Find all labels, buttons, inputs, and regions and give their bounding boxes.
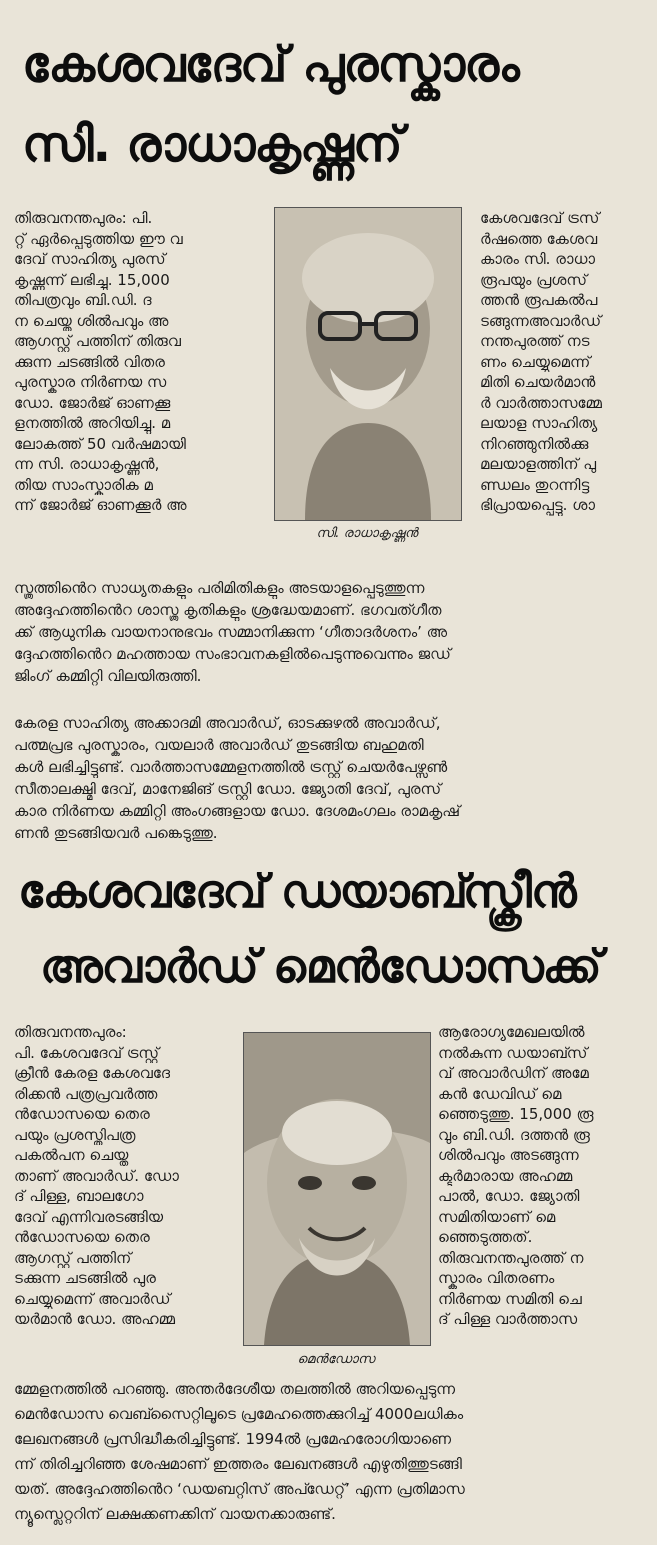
text-line: ന്യൂസ്ലെറ്ററിന് ലക്ഷക്കണക്കിന് വായനക്കാരുണ്ട്. bbox=[14, 1505, 336, 1523]
text-line: അദ്ദേഹത്തിൻെറ ശാസ്ത്ര കൃതികളും ശ്രദ്ധേയമാണ്. ഭഗവത്ഗീത bbox=[14, 601, 442, 619]
article1-headline-line1: കേശവദേവ് പുരസ്കാരം bbox=[22, 36, 519, 93]
article2-paragraph-1 bbox=[14, 1377, 644, 1527]
text-line: ആഗസ്റ്റ് പത്തിന് bbox=[14, 1248, 132, 1267]
text-line: ജിംഗ് കമ്മിറ്റി വിലയിരുത്തി. bbox=[14, 667, 202, 685]
text-line: പുരസ്കാര നിർണയ സ bbox=[14, 373, 167, 391]
text-line: കേശവദേവ് ട്രസ് bbox=[480, 209, 600, 227]
article2-photo-caption: മെൻഡോസ bbox=[297, 1352, 375, 1367]
text-line: ർ വാർത്താസമ്മേ bbox=[480, 393, 602, 412]
text-line: കാര നിർണയ കമ്മിറ്റി അംഗങ്ങളായ ഡോ. ദേശമംഗലം രാമകൃഷ് bbox=[14, 802, 461, 820]
text-line: ഭിപ്രായപ്പെട്ടു. ശാ bbox=[480, 496, 595, 514]
text-line: ദേവ് എന്നിവരടങ്ങിയ bbox=[14, 1207, 164, 1226]
text-line: യത്. അദ്ദേഹത്തിൻെറ ‘ഡയബറ്റിസ് അപ്ഡേറ്റ്’ എന്ന പ്രതിമാസ bbox=[14, 1480, 465, 1498]
text-line: തിയ സാംസ്കാരിക മ bbox=[14, 475, 153, 494]
text-line: മെൻഡോസ വെബ്സൈറ്റിലൂടെ പ്രമേഹത്തെക്കുറിച്ച് 4000ലധികം bbox=[14, 1405, 464, 1423]
text-line: ടക്കുന്ന ചടങ്ങിൽ പുര bbox=[14, 1269, 156, 1287]
text-line: തിരുവനന്തപുരം: bbox=[14, 1023, 127, 1041]
article2-headline-line2: അവാർഡ് മെൻഡോസക്ക് bbox=[40, 939, 601, 993]
text-line: ഞ്ഞെടുത്തു. 15,000 രൂ bbox=[438, 1105, 594, 1123]
text-line: ണൻ തുടങ്ങിയവർ പങ്കെടുത്തു. bbox=[14, 824, 218, 842]
text-line: നിർണയ സമിതി ചെ bbox=[438, 1289, 582, 1308]
text-line: ൻഡോസയെ തെര bbox=[14, 1228, 150, 1246]
text-line: പാൽ, ഡോ. ജ്യോതി bbox=[438, 1187, 580, 1205]
article1-paragraph-1 bbox=[14, 577, 644, 687]
article1-right-column bbox=[480, 208, 650, 516]
text-line: പയും പ്രശസ്തിപത്ര bbox=[14, 1125, 136, 1144]
article1-photo bbox=[274, 207, 462, 521]
text-line: ശിൽപവും അടങ്ങുന്ന bbox=[438, 1146, 579, 1164]
text-line: കൻ ഡേവിഡ് മെ bbox=[438, 1084, 562, 1103]
text-line: ന ചെയ്ത ശിൽപവും അ bbox=[14, 311, 169, 330]
text-line: ണം ചെയ്യുമെന്ന് bbox=[480, 352, 591, 371]
text-line: കൃഷ്ണന്ന് ലഭിച്ചു. 15,000 bbox=[14, 270, 170, 289]
text-line: ദ് പിള്ള വാർത്താസ bbox=[438, 1310, 578, 1328]
portrait-mendoza-icon bbox=[244, 1033, 430, 1345]
text-line: രൂപയും പ്രശസ് bbox=[480, 270, 587, 289]
text-line: ലയാള സാഹിത്യ bbox=[480, 414, 598, 432]
text-line: ൻഡോസയെ തെര bbox=[14, 1105, 150, 1123]
text-line: നിറഞ്ഞുനിൽക്കു bbox=[480, 434, 589, 453]
text-line: മലയാളത്തിന് പു bbox=[480, 455, 597, 473]
text-line: ക്ടർമാരായ അഹമ്മ bbox=[438, 1166, 573, 1185]
article1-headline-line2: സി. രാധാകൃഷ്ണന് bbox=[22, 116, 402, 173]
article1-photo-caption: സി. രാധാകൃഷ്ണൻ bbox=[316, 526, 418, 541]
text-line: വും ബി.ഡി. ദത്തൻ രൂ bbox=[438, 1125, 590, 1144]
text-line: സ്കാരം വിതരണം bbox=[438, 1269, 555, 1287]
text-line: ദേവ് സാഹിത്യ പുരസ് bbox=[14, 250, 166, 268]
article2-right-column bbox=[438, 1022, 650, 1330]
text-line: സമിതിയാണ് മെ bbox=[438, 1207, 556, 1226]
text-line: ദ്ദേഹത്തിൻെറ മഹത്തായ സംഭാവനകളിൽപെടുന്നുവെന്നും ജഡ് bbox=[14, 645, 451, 663]
text-line: ന്ന് തിരിച്ചറിഞ്ഞ ശേഷമാണ് ഇത്തരം ലേഖനങ്ങൾ എഴുതിത്തുടങ്ങി bbox=[14, 1455, 462, 1473]
text-line: പത്മപ്രഭ പുരസ്കാരം, വയലാർ അവാർഡ് തുടങ്ങിയ ബഹുമതി bbox=[14, 736, 424, 754]
text-line: പകൽപന ചെയ്ത bbox=[14, 1146, 129, 1164]
text-line: ആഗസ്റ്റ് പത്തിന് തിരുവ bbox=[14, 332, 181, 350]
text-line: റ്റ് ഏർപ്പെടുത്തിയ ഈ വ bbox=[14, 229, 183, 248]
portrait-radhakrishnan-icon bbox=[275, 208, 461, 520]
text-line: ന്ന സി. രാധാകൃഷ്ണൻ, bbox=[14, 455, 160, 473]
text-line: ത്തൻ രൂപകൽപ bbox=[480, 291, 598, 309]
text-line: താണ് അവാർഡ്. ഡോ bbox=[14, 1166, 179, 1185]
text-line: കാരം സി. രാധാ bbox=[480, 250, 595, 268]
text-line: വ് അവാർഡിന് അമേ bbox=[438, 1064, 589, 1082]
text-line: മിതി ചെയർമാൻ bbox=[480, 373, 596, 391]
text-line: ആരോഗ്യമേഖലയിൽ bbox=[438, 1023, 585, 1041]
text-line: നൽകുന്ന ഡയാബ്സ് bbox=[438, 1043, 588, 1062]
article1-left-column bbox=[14, 208, 266, 516]
text-line: ഡോ. ജോർജ് ഓണക്കൂ bbox=[14, 393, 171, 412]
text-line: ക്കുന്ന ചടങ്ങിൽ വിതര bbox=[14, 352, 165, 371]
text-line: ചെയ്യുമെന്ന് അവാർഡ് bbox=[14, 1289, 171, 1308]
text-line: ടങ്ങുന്നഅവാർഡ് bbox=[480, 311, 602, 330]
text-line: ളനത്തിൽ അറിയിച്ചു. മ bbox=[14, 414, 171, 432]
text-line: തിപത്രവും ബി.ഡി. ദ bbox=[14, 291, 152, 309]
text-line: നന്തപുരത്ത് നട bbox=[480, 332, 590, 350]
text-line: സ്ത്രത്തിൻെറ സാധ്യതകളും പരിമിതികളും അടയാളപ്പെടുത്തുന്ന bbox=[14, 579, 425, 597]
text-line: ക്ക് ആധുനിക വായനാനുഭവം സമ്മാനിക്കുന്ന ‘ഗീതാദർശനം’ അ bbox=[14, 623, 448, 641]
text-line: ന്ന് ജോർജ് ഓണക്കൂർ അ bbox=[14, 496, 187, 514]
article2-left-column bbox=[14, 1022, 236, 1330]
text-line: സീതാലക്ഷ്മി ദേവ്, മാനേജിങ് ട്രസ്റ്റി ഡോ. ജ്യോതി ദേവ്, പുരസ് bbox=[14, 780, 442, 798]
article1-paragraph-2 bbox=[14, 712, 644, 844]
text-line: ക്രീൻ കേരള കേശവദേ bbox=[14, 1064, 171, 1082]
text-line: ണ്ഡലം തുറന്നിട്ട bbox=[480, 475, 590, 494]
text-line: ർഷത്തെ കേശവ bbox=[480, 229, 598, 248]
text-line: ഞ്ഞെടുത്തത്. bbox=[438, 1228, 533, 1246]
article2-headline-line1: കേശവദേവ് ഡയാബ്സ്ക്രീൻ bbox=[18, 864, 576, 918]
text-line: കേരള സാഹിത്യ അക്കാദമി അവാർഡ്, ഓടക്കുഴൽ അവാർഡ്, bbox=[14, 714, 441, 732]
text-line: ലോകത്ത് 50 വർഷമായി bbox=[14, 434, 186, 453]
text-line: രിക്കൻ പത്രപ്രവർത്ത bbox=[14, 1084, 158, 1103]
text-line: ലേഖനങ്ങൾ പ്രസിദ്ധീകരിച്ചിട്ടുണ്ട്. 1994ൽ പ്രമേഹരോഗിയാണെ bbox=[14, 1430, 452, 1448]
text-line: കൾ ലഭിച്ചിട്ടുണ്ട്. വാർത്താസമ്മേളനത്തിൽ ട്രസ്റ്റ് ചെയർപേഴ്സൺ bbox=[14, 758, 448, 776]
text-line: പി. കേശവദേവ് ട്രസ്റ്റ് bbox=[14, 1043, 160, 1062]
text-line: മ്മേളനത്തിൽ പറഞ്ഞു. അന്തർദേശീയ തലത്തിൽ അറിയപ്പെടുന്ന bbox=[14, 1380, 456, 1398]
article2-photo bbox=[243, 1032, 431, 1346]
text-line: യർമാൻ ഡോ. അഹമ്മ bbox=[14, 1310, 176, 1328]
text-line: തിരുവനന്തപുരം: പി. bbox=[14, 209, 153, 227]
text-line: തിരുവനന്തപുരത്ത് ന bbox=[438, 1248, 584, 1267]
text-line: ദ് പിള്ള, ബാലഗോ bbox=[14, 1187, 144, 1205]
